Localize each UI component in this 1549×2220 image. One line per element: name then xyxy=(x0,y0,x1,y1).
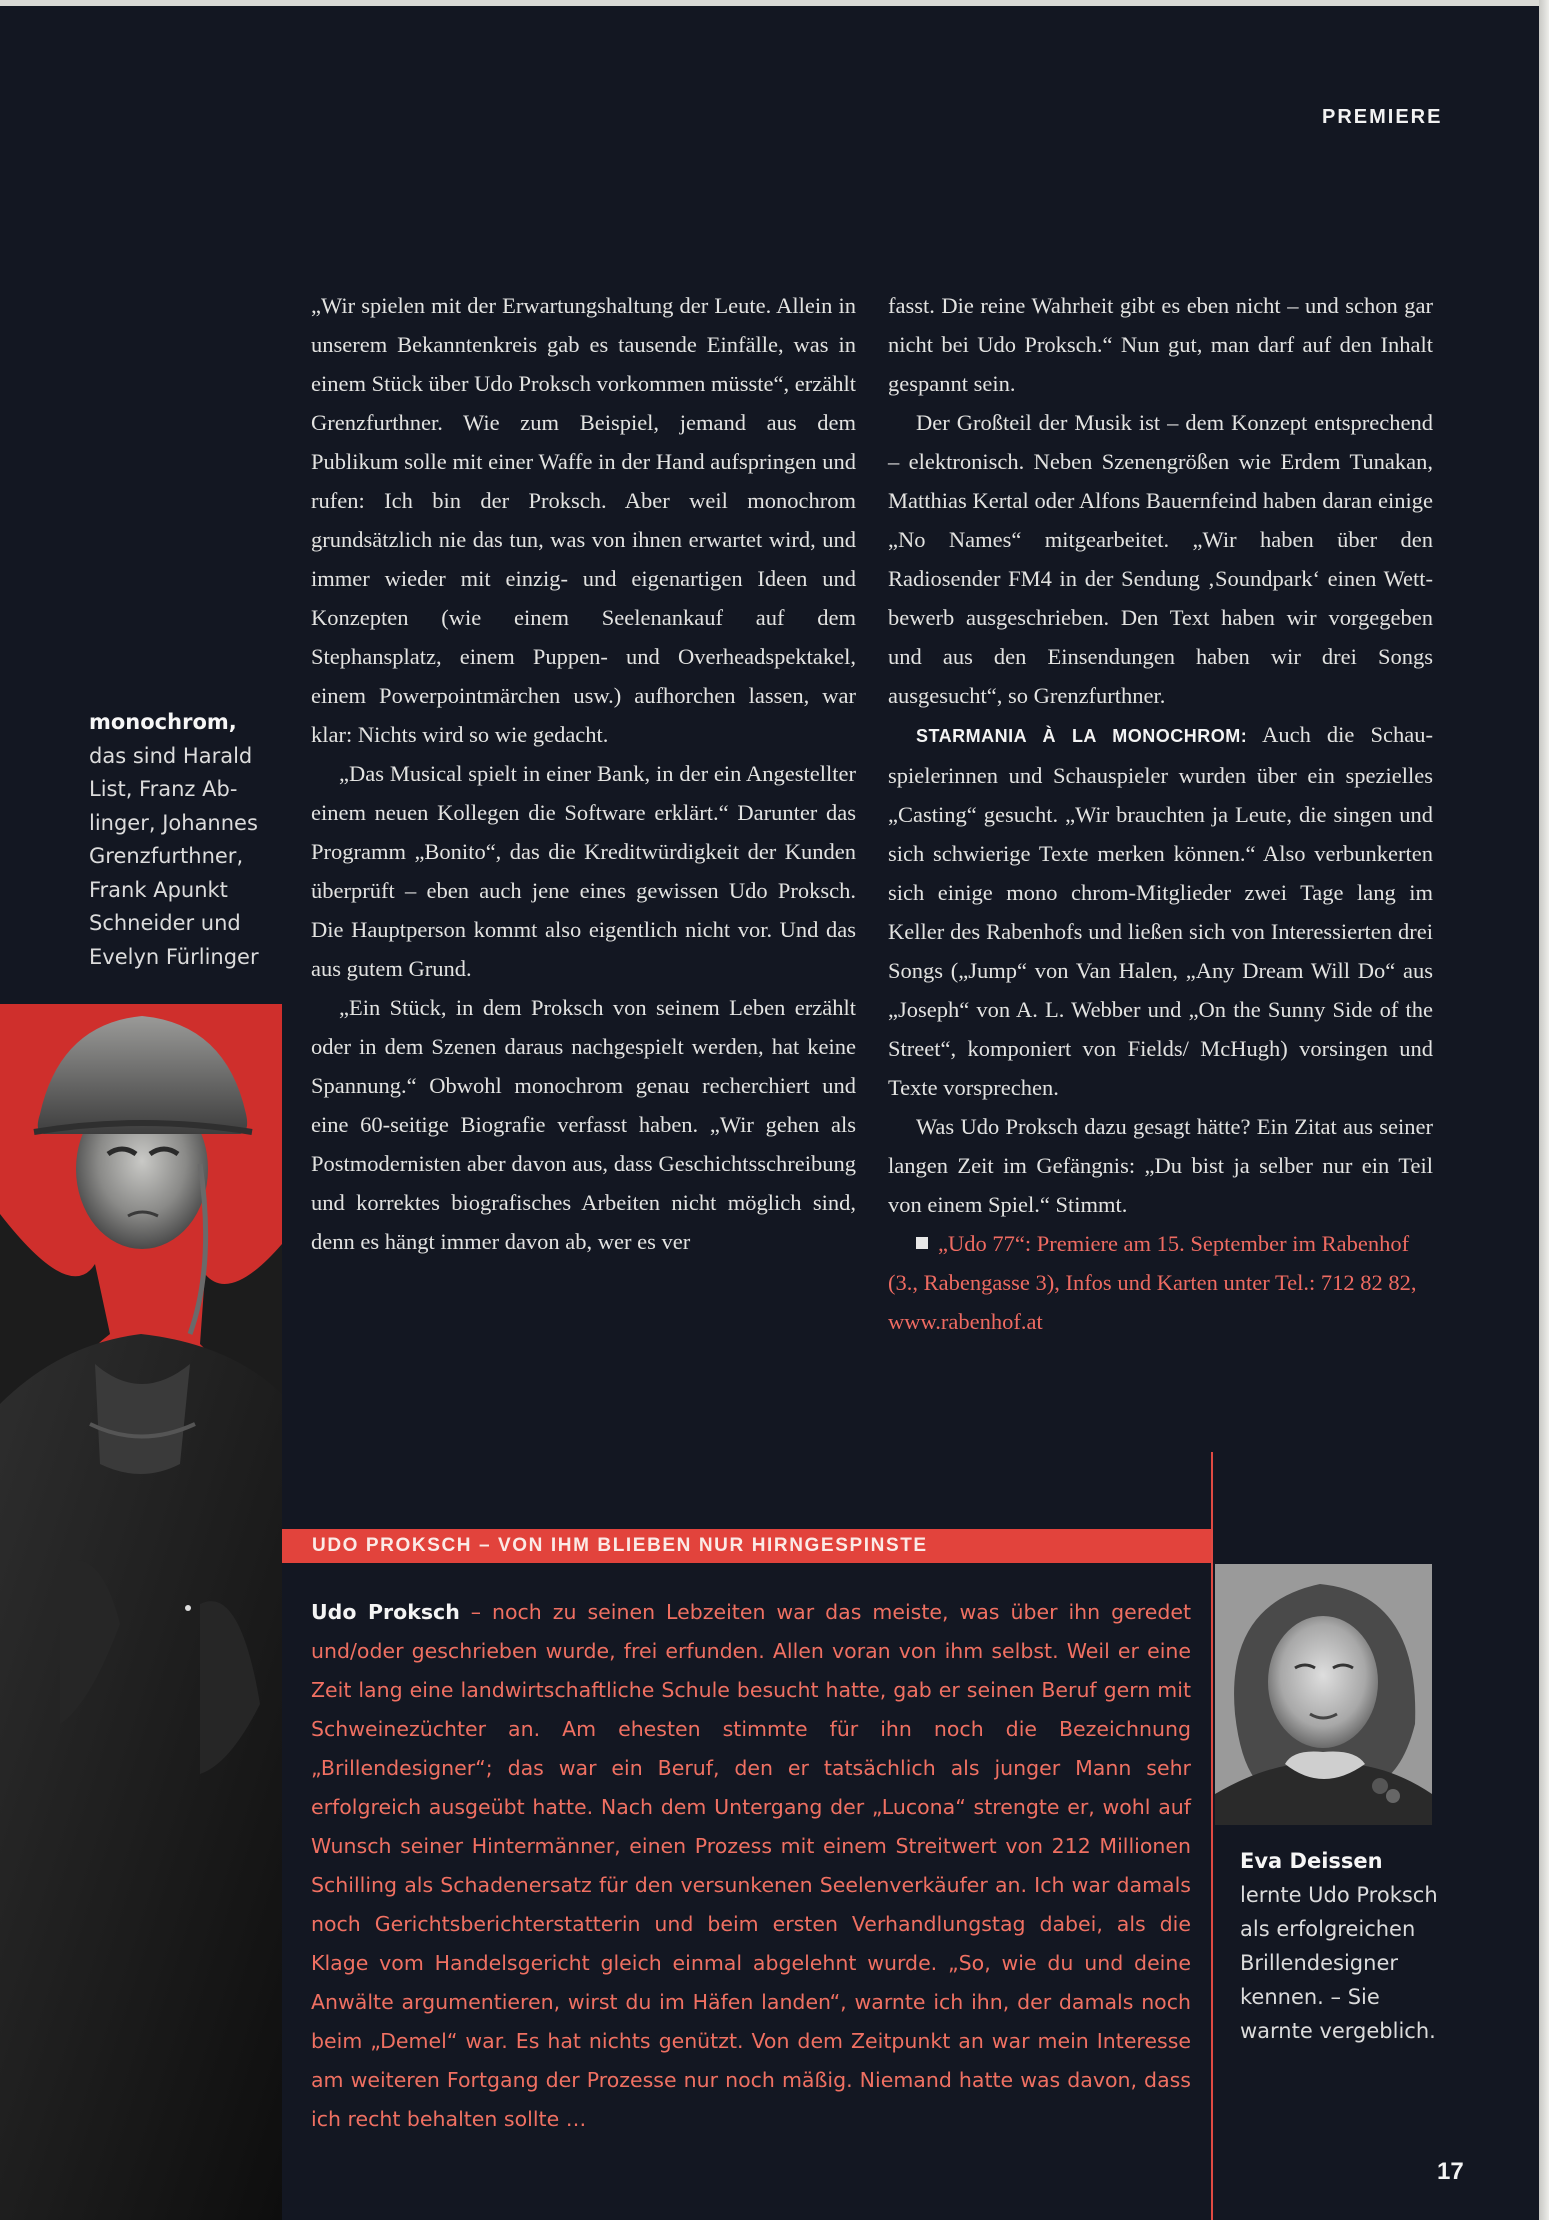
event-info xyxy=(888,1224,1433,1341)
info-box-title: UDO PROKSCH – VON IHM BLIEBEN NUR HIRNGESPINSTE xyxy=(312,1535,928,1556)
event-info-text: „Udo 77“: Premiere am 15. September im Rabenhof (3., Rabengasse 3), Infos und Karten unter Tel.: 712 82 82, www.rabenhof.at xyxy=(888,1231,1417,1334)
info-box-header xyxy=(282,1529,1211,1563)
article-column-2 xyxy=(888,286,1433,1341)
author-caption xyxy=(1240,1844,1440,2048)
author-text: lernte Udo Proksch als erfolgreichen Brillendesigner kennen. – Sie warnte vergeblich. xyxy=(1240,1883,1438,2043)
info-box-text: – noch zu seinen Lebzeiten war das meiste, was über ihn geredet und/oder geschrieben wurde, frei erfunden. Allen voran von ihm selbst. Weil er eine Zeit lang eine landwirtschaftliche Schule besucht hatte, gab er seinen Beruf gern mit Schweinezüchter an. Am ehesten stimmte für ihn noch die Bezeichnung „Brillendesigner“; das war ein Beruf, den er tatsächlich als junger Mann sehr erfolgreich ausgeübt hatte. Nach dem Untergang der „Lucona“ strengte er, wohl auf Wunsch seiner Hintermänner, einen Prozess mit einem Streitwert von 212 Millionen Schilling als Schadenersatz für den versunkenen Seelenverkäufer an. Ich war damals noch Gerichtsberichterstatterin und beim ersten Verhandlungstag dabei, als die Klage vom Handelsgericht gleich einmal abgelehnt wurde. „So, wie du und deine Anwälte argumentieren, wirst du im Häfen landen“, warnte ich ihn, der damals noch beim „Demel“ war. Es hat nichts genützt. Von dem Zeitpunkt an war mein Interesse am weiteren Fortgang der Prozesse nur noch mäßig. Niemand hatte was davon, dass ich recht behalten sollte … xyxy=(311,1600,1191,2131)
article-paragraph: „Das Musical spielt in einer Bank, in der ein Angestellter einem neuen Kollegen die Software erklärt.“ Darunter das Programm „Bonito“, das die Kreditwürdigkeit der Kunden überprüft – eben auch jene eines gewissen Udo Proksch. Die Hauptperson kommt also eigentlich nicht vor. Und das aus gutem Grund. xyxy=(311,761,856,981)
article-column-1 xyxy=(311,286,856,1261)
box-divider xyxy=(1211,1452,1213,2220)
caption-text: das sind Harald List, Franz Ablinger, Johannes Grenzfurthner, Frank Apunkt Schneider und Evelyn Fürlinger xyxy=(89,743,259,969)
article-paragraph: Was Udo Proksch dazu gesagt hätte? Ein Zitat aus seiner langen Zeit im Gefängnis: „Du bist ja selber nur ein Teil von einem Spiel.“ Stimmt. xyxy=(888,1114,1433,1217)
page-number: 17 xyxy=(1437,2158,1464,2185)
author-portrait-graphic xyxy=(1215,1564,1432,1825)
article-paragraph: fasst. Die reine Wahrheit gibt es eben nicht – und schon gar nicht bei Udo Proksch.“ Nun gut, man darf auf den Inhalt gespannt sein. xyxy=(888,293,1433,396)
caption-name: monochrom, xyxy=(89,710,237,734)
page-edge-right xyxy=(1539,0,1549,2220)
page-edge-top xyxy=(0,0,1549,6)
article-paragraph: „Ein Stück, in dem Proksch von seinem Leben erzählt oder in dem Szenen daraus nachgespielt werden, hat keine Spannung.“ Obwohl monochrom genau recherchiert und eine 60-seitige Biografie verfasst haben. „Wir gehen als Postmodernisten aber davon aus, dass Geschichtsschreibung und korrektes biografisches Arbeiten nicht möglich sind, denn es hängt immer davon ab, wer es ver xyxy=(311,995,856,1254)
photo-caption xyxy=(89,706,289,974)
author-name: Eva Deissen xyxy=(1240,1849,1383,1873)
author-portrait xyxy=(1215,1564,1432,1825)
article-paragraph xyxy=(888,715,1433,1107)
soldier-photo-graphic xyxy=(0,1004,282,2220)
section-label: PREMIERE xyxy=(1322,106,1443,128)
sub-heading: STARMANIA À LA MONOCHROM: xyxy=(916,726,1248,746)
sub-heading-text: Auch die Schauspielerinnen und Schauspieler wurden über ein spezielles „Casting“ gesucht. „Wir brauchten ja Leute, die singen und sich schwierige Texte merken können.“ Also verbunkerten sich einige mono chrom-Mitglieder zwei Tage lang im Keller des Rabenhofs und ließen sich von Interessierten drei Songs („Jump“ von Van Halen, „Any Dream Will Do“ aus „Joseph“ von A. L. Webber und „On the Sunny Side of the Street“, komponiert von Fields/ McHugh) vorsingen und Texte vorsprechen. xyxy=(888,722,1434,1100)
article-paragraph: „Wir spielen mit der Erwartungshaltung der Leute. Allein in unserem Bekanntenkreis gab es tausende Einfälle, was in einem Stück über Udo Proksch vorkommen müsste“, erzählt Grenzfurthner. Wie zum Beispiel, jemand aus dem Publikum solle mit einer Waffe in der Hand aufspringen und rufen: Ich bin der Proksch. Aber weil monochrom grundsätzlich nie das tun, was von ihnen erwartet wird, und immer wieder mit einzig- und eigenartigen Ideen und Konzepten (wie einem Seelenankauf auf dem Stephansplatz, einem Puppen- und Overheadspektakel, einem Powerpointmärchen usw.) aufhorchen lassen, war klar: Nichts wird so wie gedacht. xyxy=(311,293,856,747)
info-box-lead: Udo Proksch xyxy=(311,1600,460,1624)
info-box-body xyxy=(311,1593,1191,2139)
square-bullet-icon xyxy=(916,1237,928,1249)
soldier-photo xyxy=(0,1004,282,2220)
article-paragraph: Der Großteil der Musik ist – dem Konzept entsprechend – elektronisch. Neben Szenengrößen wie Erdem Tunakan, Matthias Kertal oder Alfons Bauernfeind haben daran einige „No Names“ mitgearbeitet. „Wir haben über den Radiosender FM4 in der Sendung ‚Soundpark‘ einen Wettbewerb ausgeschrieben. Den Text haben wir vorgegeben und aus den Einsendungen haben wir drei Songs ausgesucht“, so Grenzfurthner. xyxy=(888,410,1433,708)
